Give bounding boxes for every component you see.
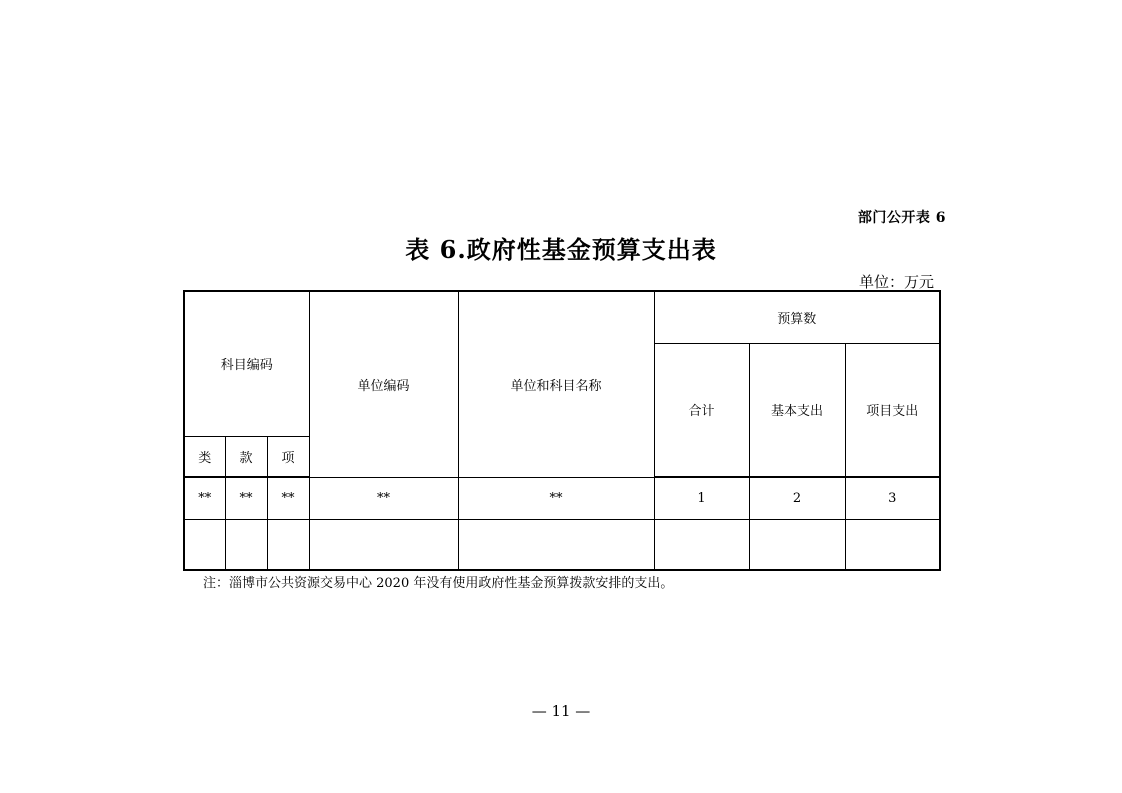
cell-total xyxy=(654,519,749,570)
cell-xiang xyxy=(267,519,309,570)
total-header: 合计 xyxy=(654,343,749,477)
code-xiang: ** xyxy=(267,477,309,519)
unit-code-header: 单位编码 xyxy=(309,291,458,477)
project-expense-header: 项目支出 xyxy=(845,343,940,477)
cell-project-expense xyxy=(845,519,940,570)
code-unit-and-subject-name: ** xyxy=(458,477,654,519)
unit-label: 单位：万元 xyxy=(858,273,934,291)
page-label: 部门公开表 6 xyxy=(857,210,946,226)
cell-unit-and-subject-name xyxy=(458,519,654,570)
basic-expense-header: 基本支出 xyxy=(749,343,845,477)
table-row xyxy=(184,519,940,570)
xiang-header: 项 xyxy=(267,436,309,477)
cell-kuan xyxy=(225,519,267,570)
page-number: — 11 — xyxy=(531,702,591,720)
cell-unit-code xyxy=(309,519,458,570)
cell-basic-expense xyxy=(749,519,845,570)
lei-header: 类 xyxy=(184,436,225,477)
code-row xyxy=(184,477,940,519)
cell-lei xyxy=(184,519,225,570)
table-note: 注：淄博市公共资源交易中心 2020 年没有使用政府性基金预算拨款安排的支出。 xyxy=(203,576,674,591)
code-total: 1 xyxy=(654,477,749,519)
unit-and-subject-name-header: 单位和科目名称 xyxy=(458,291,654,477)
code-lei: ** xyxy=(184,477,225,519)
budget-count-header: 预算数 xyxy=(654,291,940,343)
kuan-header: 款 xyxy=(225,436,267,477)
code-basic-expense: 2 xyxy=(749,477,845,519)
code-unit-code: ** xyxy=(309,477,458,519)
code-kuan: ** xyxy=(225,477,267,519)
code-project-expense: 3 xyxy=(845,477,940,519)
subject-code-header: 科目编码 xyxy=(184,291,309,436)
page-title: 表 6.政府性基金预算支出表 xyxy=(405,235,717,264)
budget-table xyxy=(183,290,941,571)
